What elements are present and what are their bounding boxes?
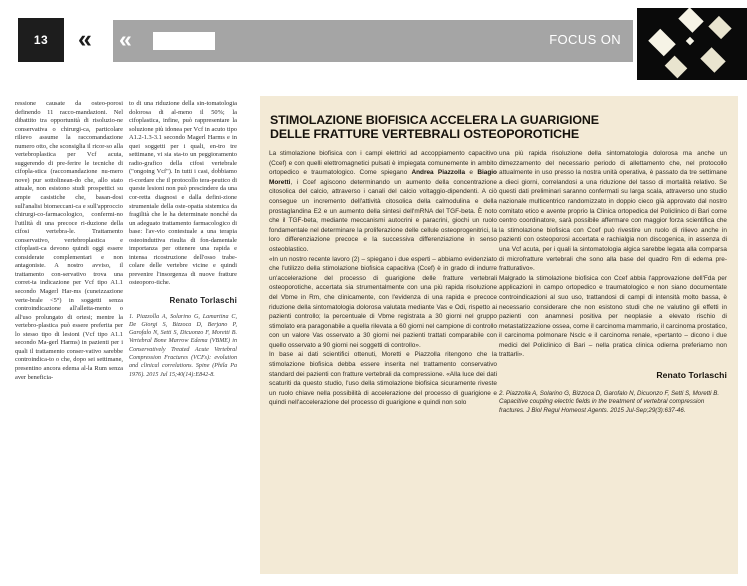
article-reference: 2. Piazzolla A, Solarino G, Bizzoca D, Garofalo N, Dicuonzo F, Setti S, Moretti B. Capacitive coupling electric fields in the treatment of vertebral compression fractures. J Biol Regul Homeost Agents. 2015 Jul-Sep;29(3):637-46. <box>499 389 720 415</box>
article-title-line-1: STIMOLAZIONE BIOFISICA ACCELERA LA GUARIGIONE <box>270 113 599 127</box>
header-photo <box>637 8 747 80</box>
page-number: 13 <box>33 33 49 47</box>
article-p1-conjunction: e <box>465 169 478 177</box>
left-column-1 <box>15 100 123 382</box>
article-panel <box>260 96 738 574</box>
article-paragraph-2: «In un nostro recente lavoro (2) – spiegano i due esperti – abbiamo evidenziato che l'utilizzo della stimolazione biofisica capacitiva (Ccef) è in grado di indurre un'accelerazione del processo di guarigione delle fratture vertebrali osteoporotiche, accertata sia strumentalmente con una più rapida risoluzione del Vbme in Rm, che clinicamente, con l'evidenza di una rapida e precoce riduzione della sintomatologia dolorosa valutata mediante Vas e Odi, rispetto ai pazienti controllo; la percentuale di Vbme registrata a 30 giorni nel gruppo stimolato era paragonabile a quella rilevata a 60 giorni nel campione di controllo con un valore Vas osservato a 30 giorni nei pazienti trattati comparabile con quello osservato a 90 giorni nei soggetti di controllo». <box>269 255 497 349</box>
column-1-body: ressione causate da osteo-porosi definendo 11 racco-mandazioni. Nel dibattito tra opportunità di risoluzio-ne conservativa o chirurgi-ca, particolare rilievo assume la raccomandazione numero otto, che sconsiglia il ricor-so alla vertebroplastica per Vcf acuta, suggerendo di pre-ferire le tecniche di cifopla-stica (raccomandazione nu-mero nove) pur sottolinean-do che, allo stato attuale, non esistono studi prospettici su ampie casistiche che, basan-dosi sull'analisi biomeccani-ca e sull'approccio chirurgi-co-farmacologico, confermi-no l'utilità di una precoce ri-duzione della cifosi vertebra-le. Trattamento conservativo, vertebroplastica e cifoplasti-ca devono quindi oggi essere considerate complementari e non antagoniste. A nostro avviso, il trattamento con-servativo trova una corret-ta indicazione per Vcf tipo A1.1 secondo Magerl Har-ms (cuneizzazione verte-brale <5°) in soggetti senza controindicazione all'alletta-mento o all'uso prolungato di ortesi; mentre la vertebro-plastica può essere preferita per lo stesso tipo di lesioni (Vcf tipo A1.1 secondo Ma-gerl Harms) in pazienti per i quali il trattamento conser-vativo sarebbe controindica-to o che, dopo sei settimane, presentino ancora edema al-la Rum senza aver beneficia- <box>15 100 123 381</box>
expert-name-piazzolla: Andrea Piazzolla <box>411 169 466 177</box>
article-column-1 <box>269 149 497 408</box>
header-bar <box>113 20 633 62</box>
expert-name-moretti: Biagio Moretti <box>269 169 497 186</box>
column-2-body: to di una riduzione della sin-tomatologia dolorosa di al-meno il 50%; la cifoplastica, infine, può rappresentare la soluzione più idonea per Vcf in acuto tipo A1.2-1.3-3.1 secondo Magerl Harms e in quei soggetti per i quali, en-tro tre settimane, vi sia sta-to un peggioramento radio-grafico della cifosi vertebrale ("ongoing Vcf"). In tutti i casi, dobbiamo ri-cordare che il protocollo tera-peutico di queste lesioni non può prescindere da una cor-retta diagnosi e dalla defini-zione strumentale della oste-opatia sistemica da fragilità che le ha determinate nonché da un adeguato trattamento farmacologico di base: l'av-vio contestuale a una terapia osteoinduttiva risulta di fon-damentale importanza per ottenere una rapida e intensa ricostruzione dell'osso trabe-colare delle vertebre vicine e quindi prevenire l'insorgenza di nuove fratture osteoporo-tiche. <box>129 100 237 287</box>
article-paragraph-1 <box>269 149 497 255</box>
column-2-byline: Renato Torlaschi <box>169 296 237 306</box>
column-2-reference: 1. Piazzolla A, Solarino G, Lamartina C, De Giorgi S, Bizzoca D, Berjano P, Garofalo N, Setti S, Dicuonzo F, Moretti B. Vertebral Bone Marrow Edema (VBME) in Conservatively Treated Acute Vertebral Compression Fractures (VCFs): evolution and clinical correlations. Spine (Phila Pa 1976). 2015 Jul 15;40(14):E842-8. <box>129 313 237 378</box>
chevron-left-double-icon-inner: « <box>119 26 127 52</box>
left-column-2 <box>129 100 237 379</box>
section-label: FOCUS ON <box>549 32 621 47</box>
page-number-badge <box>18 18 64 62</box>
header-masked-box <box>153 32 215 50</box>
page-header <box>0 0 747 88</box>
article-paragraph-5: Malgrado la stimolazione biofisica con Ccef abbia l'approvazione dell'Fda per applicazioni in campo ortopedico e traumatologico e non siano documentate controindicazioni al suo uso, trattandosi di campi di intensità molto bassa, è necessario considerare che non esistono studi che ne valutino gli effetti in pazienti con anamnesi positiva per neoplasie a elevato rischio di metastatizzazione ossea, come il carcinoma mammario, il carcinoma prostatico, il carcinoma polmonare Nsclc e il carcinoma renale, «pertanto – dicono i due medici del Policlinico di Bari – nella pratica clinica odierna preferiamo non trattarli». <box>499 274 727 359</box>
article-paragraph-3: In base ai dati scientifici ottenuti, Moretti e Piazzolla ritengono che la stimolazione biofisica debba essere inserita nel trattamento conservativo standard dei pazienti con fratture vertebrali da compressione. «Alla luce dei dati scaturiti da questo studio, l'uso della stimolazione biofisica sicuramente riveste un ruolo chiave nella possibilità di accelerazione del processo di guarigione e quindi nell'accelerazione del processo di guarigione e quindi non solo <box>269 351 497 407</box>
article-column-2 <box>499 149 727 416</box>
article-paragraph-4: una più rapida risoluzione della sintomatologia dolorosa ma anche un dimezzamento del necessario periodo di allettamento che, nel protocollo attualmente in uso presso la nostra unità operativa, è passato da tre settimane a dieci giorni, correlandosi a una riduzione del tasso di mortalità relativo. Se questi dati preliminari saranno confermati su larga scala, attraverso uno studio nazionale multicentrico randomizzato in doppio cieco già approvato dal nostro comitato etico e avente proprio la Clinica ortopedica del Policlinico di Bari come centro coordinatore, sarà possibile affermare con maggior forza scientifica che la stimolazione biofisica con Ccef può rivestire un ruolo di rilievo anche in pazienti con osteoporosi accertata e rachialgia non discogenica, in assenza di una Vcf acuta, per i quali la sintomatologia algica sarebbe legata alla comparsa di microfratture vertebrali che sono alla base del quadro Rm di edema pre-fratturativo». <box>499 150 727 273</box>
article-p1-part-a: La stimolazione biofisica con i campi elettrici ad accoppiamento capacitivo (Ccef) e con quelli elettromagnetici pulsati è impiegata comunemente in ambito ortopedico e traumatologico. Come spiegano <box>269 150 497 177</box>
article-p1-part-d: , i Ccef agiscono determinando un aumento della concentrazione citosolica del calcio, attraverso i canali del calcio voltaggio-dipendenti. A ciò consegue un incremento dell'attività citosolica della calmodulina e della prostaglandina E2 e un aumento della sintesi dell'mRNA del TGF-beta. È noto che il TGF-beta, mediante meccanismi autocrini e paracrini, giochi un ruolo fondamentale nel determinare la proliferazione delle cellule osteoprogenitrici, la loro differenziazione precoce e la successiva differenziazione in senso osteoblastico. <box>269 178 497 253</box>
article-title <box>270 113 710 141</box>
article-byline: Renato Torlaschi <box>656 370 727 381</box>
chevron-left-double-icon-outer: « <box>78 25 87 53</box>
article-title-line-2: DELLE FRATTURE VERTEBRALI OSTEOPOROTICHE <box>270 127 579 142</box>
